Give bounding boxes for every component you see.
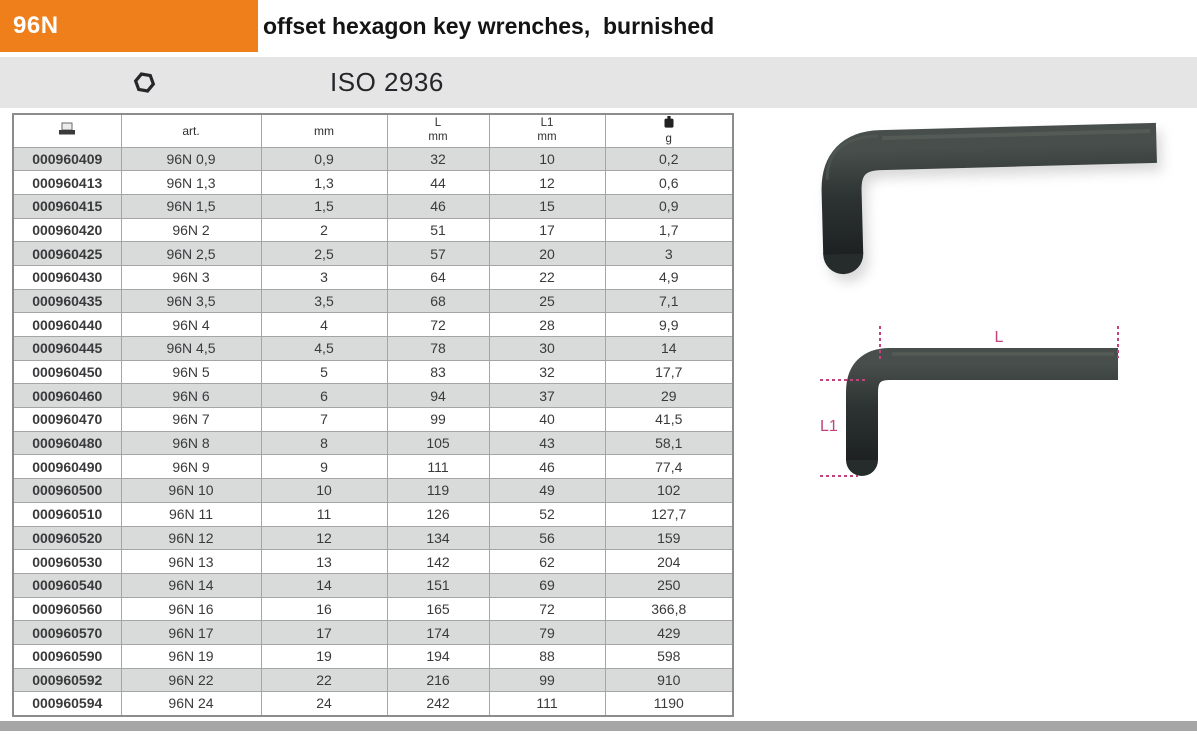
value-cell: 79 [489,621,605,645]
value-cell: 9 [261,455,387,479]
value-cell: 1,7 [605,218,733,242]
code-cell: 000960415 [13,194,121,218]
table-row [13,218,733,242]
value-cell: 0,2 [605,147,733,171]
code-cell: 000960445 [13,337,121,361]
table-row [13,265,733,289]
hex-socket-icon [133,71,156,94]
table-row [13,360,733,384]
value-cell: 99 [489,668,605,692]
code-cell: 000960590 [13,644,121,668]
value-cell: 72 [387,313,489,337]
code-cell: 000960510 [13,502,121,526]
value-cell: 28 [489,313,605,337]
standard-band [0,57,1197,108]
table-row [13,550,733,574]
code-cell: 000960520 [13,526,121,550]
size-column-header: mm [261,114,387,147]
value-cell: 96N 6 [121,384,261,408]
code-cell: 000960500 [13,479,121,503]
bottom-divider-bar [0,721,1197,731]
value-cell: 0,9 [261,147,387,171]
table-row [13,147,733,171]
value-cell: 96N 11 [121,502,261,526]
value-cell: 96N 12 [121,526,261,550]
code-cell: 000960413 [13,171,121,195]
value-cell: 142 [387,550,489,574]
code-cell: 000960530 [13,550,121,574]
barcode-icon [57,125,77,139]
table-row [13,502,733,526]
table-row [13,313,733,337]
standard-label: ISO 2936 [330,67,444,97]
table-row [13,337,733,361]
table-row [13,526,733,550]
value-cell: 49 [489,479,605,503]
table-row [13,194,733,218]
value-cell: 17,7 [605,360,733,384]
value-cell: 1,3 [261,171,387,195]
code-cell: 000960560 [13,597,121,621]
value-cell: 15 [489,194,605,218]
code-cell: 000960409 [13,147,121,171]
table-row [13,479,733,503]
value-cell: 96N 8 [121,431,261,455]
value-cell: 0,6 [605,171,733,195]
value-cell: 22 [489,265,605,289]
barcode-column-header [13,114,121,147]
value-cell: 194 [387,644,489,668]
table-row [13,597,733,621]
value-cell: 96N 14 [121,573,261,597]
value-cell: 119 [387,479,489,503]
value-cell: 4 [261,313,387,337]
value-cell: 7,1 [605,289,733,313]
table-row [13,621,733,645]
table-row [13,692,733,716]
value-cell: 96N 5 [121,360,261,384]
value-cell: 94 [387,384,489,408]
table-row [13,408,733,432]
value-cell: 14 [605,337,733,361]
value-cell: 19 [261,644,387,668]
value-cell: 57 [387,242,489,266]
value-cell: 96N 22 [121,668,261,692]
value-cell: 111 [387,455,489,479]
value-cell: 24 [261,692,387,716]
value-cell: 216 [387,668,489,692]
value-cell: 1190 [605,692,733,716]
value-cell: 30 [489,337,605,361]
code-cell: 000960430 [13,265,121,289]
art-column-header: art. [121,114,261,147]
code-cell: 000960480 [13,431,121,455]
weight-unit: g [665,132,672,145]
value-cell: 126 [387,502,489,526]
table-row [13,455,733,479]
value-cell: 3 [605,242,733,266]
value-cell: 598 [605,644,733,668]
value-cell: 64 [387,265,489,289]
weight-column-header [605,114,733,147]
value-cell: 9,9 [605,313,733,337]
value-cell: 20 [489,242,605,266]
L1-column-header [489,114,605,147]
value-cell: 14 [261,573,387,597]
value-cell: 165 [387,597,489,621]
code-cell: 000960460 [13,384,121,408]
value-cell: 17 [489,218,605,242]
value-cell: 88 [489,644,605,668]
value-cell: 0,9 [605,194,733,218]
value-cell: 96N 2,5 [121,242,261,266]
value-cell: 68 [387,289,489,313]
L-label: L [434,116,442,129]
hex-key-diagram-shape [846,354,1118,476]
value-cell: 96N 4,5 [121,337,261,361]
table-row [13,668,733,692]
value-cell: 242 [387,692,489,716]
dimension-label-L: L [994,329,1004,346]
value-cell: 32 [387,147,489,171]
value-cell: 4,9 [605,265,733,289]
value-cell: 62 [489,550,605,574]
value-cell: 51 [387,218,489,242]
value-cell: 40 [489,408,605,432]
value-cell: 10 [261,479,387,503]
value-cell: 12 [489,171,605,195]
value-cell: 52 [489,502,605,526]
value-cell: 5 [261,360,387,384]
value-cell: 96N 24 [121,692,261,716]
value-cell: 58,1 [605,431,733,455]
value-cell: 4,5 [261,337,387,361]
value-cell: 96N 7 [121,408,261,432]
table-header-row [13,114,733,147]
family-code-block [0,0,258,52]
value-cell: 17 [261,621,387,645]
code-cell: 000960440 [13,313,121,337]
value-cell: 13 [261,550,387,574]
table-row [13,644,733,668]
value-cell: 174 [387,621,489,645]
value-cell: 6 [261,384,387,408]
value-cell: 910 [605,668,733,692]
value-cell: 159 [605,526,733,550]
value-cell: 77,4 [605,455,733,479]
value-cell: 96N 4 [121,313,261,337]
value-cell: 96N 0,9 [121,147,261,171]
value-cell: 250 [605,573,733,597]
value-cell: 1,5 [261,194,387,218]
dimension-label-L1: L1 [820,418,838,435]
code-cell: 000960425 [13,242,121,266]
value-cell: 96N 9 [121,455,261,479]
value-cell: 69 [489,573,605,597]
value-cell: 8 [261,431,387,455]
value-cell: 127,7 [605,502,733,526]
table-row [13,573,733,597]
value-cell: 41,5 [605,408,733,432]
code-cell: 000960490 [13,455,121,479]
code-cell: 000960435 [13,289,121,313]
value-cell: 11 [261,502,387,526]
value-cell: 22 [261,668,387,692]
family-code: 96N [13,12,59,39]
value-cell: 32 [489,360,605,384]
value-cell: 96N 13 [121,550,261,574]
table-row [13,289,733,313]
value-cell: 96N 16 [121,597,261,621]
code-cell: 000960592 [13,668,121,692]
value-cell: 44 [387,171,489,195]
code-cell: 000960570 [13,621,121,645]
table-row [13,431,733,455]
value-cell: 3,5 [261,289,387,313]
page-title: offset hexagon key wrenches, burnished [263,13,715,39]
value-cell: 151 [387,573,489,597]
code-cell: 000960540 [13,573,121,597]
value-cell: 102 [605,479,733,503]
value-cell: 96N 10 [121,479,261,503]
spec-table [12,113,734,717]
value-cell: 78 [387,337,489,361]
value-cell: 2,5 [261,242,387,266]
L1-label: L1 [540,116,554,129]
value-cell: 12 [261,526,387,550]
value-cell: 10 [489,147,605,171]
value-cell: 111 [489,692,605,716]
value-cell: 134 [387,526,489,550]
value-cell: 56 [489,526,605,550]
value-cell: 16 [261,597,387,621]
value-cell: 366,8 [605,597,733,621]
code-cell: 000960470 [13,408,121,432]
value-cell: 3 [261,265,387,289]
value-cell: 83 [387,360,489,384]
value-cell: 96N 3 [121,265,261,289]
value-cell: 96N 19 [121,644,261,668]
L-column-header [387,114,489,147]
hex-key-product-photo [780,105,1180,295]
table-row [13,384,733,408]
value-cell: 37 [489,384,605,408]
value-cell: 96N 17 [121,621,261,645]
value-cell: 72 [489,597,605,621]
table-row [13,171,733,195]
L1-unit: mm [537,130,557,143]
value-cell: 204 [605,550,733,574]
value-cell: 2 [261,218,387,242]
value-cell: 96N 3,5 [121,289,261,313]
table-row [13,242,733,266]
value-cell: 25 [489,289,605,313]
L-unit: mm [428,130,448,143]
value-cell: 43 [489,431,605,455]
value-cell: 7 [261,408,387,432]
code-cell: 000960450 [13,360,121,384]
code-cell: 000960594 [13,692,121,716]
value-cell: 96N 2 [121,218,261,242]
value-cell: 105 [387,431,489,455]
value-cell: 429 [605,621,733,645]
weight-icon [664,116,674,132]
code-cell: 000960420 [13,218,121,242]
value-cell: 29 [605,384,733,408]
value-cell: 46 [489,455,605,479]
value-cell: 96N 1,3 [121,171,261,195]
dimension-diagram [800,318,1150,488]
value-cell: 96N 1,5 [121,194,261,218]
value-cell: 99 [387,408,489,432]
value-cell: 46 [387,194,489,218]
